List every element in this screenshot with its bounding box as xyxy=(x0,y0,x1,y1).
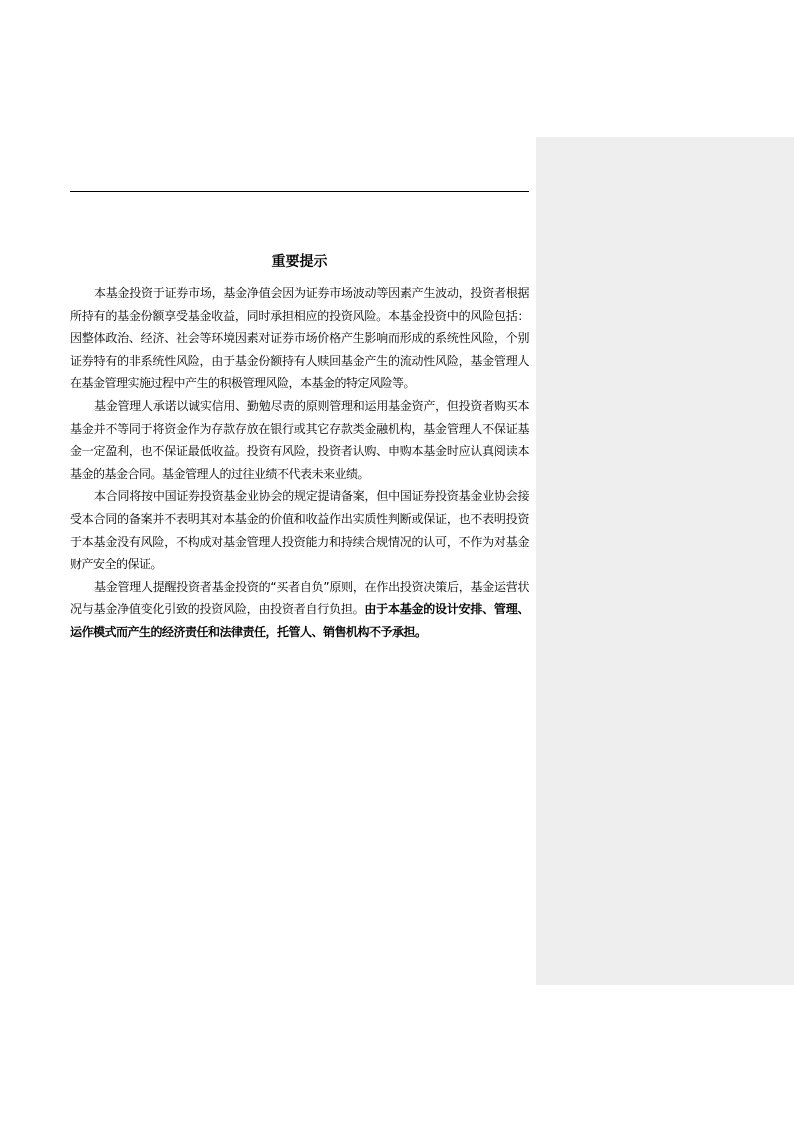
paragraph-text: 本合同将按中国证券投资基金业协会的规定提请备案，但中国证券投资基金业协会接受本合同的备案并不表明其对本基金的价值和收益作出实质性判断或保证，也不表明投资于本基金没有风险，不构成对基金管理人投资能力和持续合规情况的认可，不作为对基金财产安全的保证。 xyxy=(70,489,529,572)
paragraph-text: 基金管理人提醒投资者基金投资的“买者自负”原则，在作出投资决策后，基金运营状况与基金净值变化引致的投资风险，由投资者自行负担。 xyxy=(70,579,529,617)
paragraph-text: 本基金投资于证券市场，基金净值会因为证券市场波动等因素产生波动，投资者根据所持有的基金份额享受基金收益，同时承担相应的投资风险。本基金投资中的风险包括：因整体政治、经济、社会等环境因素对证券市场价格产生影响而形成的系统性风险，个别证券特有的非系统性风险，由于基金份额持有人赎回基金产生的流动性风险，基金管理人在基金管理实施过程中产生的积极管理风险，本基金的特定风险等。 xyxy=(70,286,529,391)
paragraph-bold-text: 由于本基金的设计安排、管理、运作模式而产生的经济责任和法律责任，托管人、销售机构不予承担。 xyxy=(70,602,529,639)
paragraph-buyer-beware xyxy=(70,576,529,644)
paragraph-contract-filing xyxy=(70,485,529,575)
paragraph-text: 基金管理人承诺以诚实信用、勤勉尽责的原则管理和运用基金资产，但投资者购买本基金并不等同于将资金作为存款存放在银行或其它存款类金融机构，基金管理人不保证基金一定盈利，也不保证最低收益。投资有风险，投资者认购、申购本基金时应认真阅读本基金的基金合同。基金管理人的过往业绩不代表未来业绩。 xyxy=(70,398,529,481)
header-rule xyxy=(70,191,529,192)
paragraph-risk-disclosure xyxy=(70,282,529,395)
document-title: 重要提示 xyxy=(271,254,328,270)
paragraph-manager-commitment xyxy=(70,395,529,485)
document-body xyxy=(70,252,529,644)
comment-pane xyxy=(536,137,794,985)
